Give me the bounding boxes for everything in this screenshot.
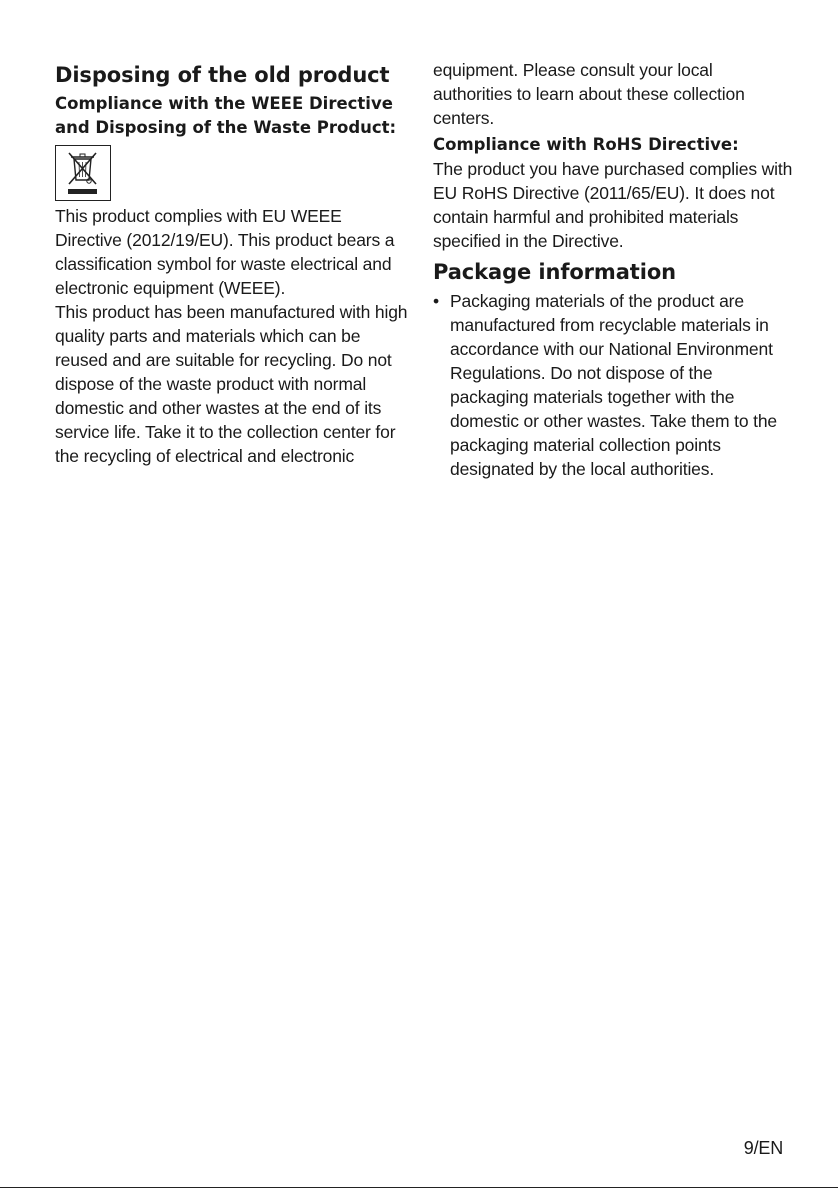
list-item [433,289,793,481]
collection-centers-text: equipment. Please consult your local authorities to learn about these collection centers. [433,60,745,128]
left-column [55,58,410,468]
section-heading-package: Package information [433,260,677,284]
recycling-text: This product has been manufactured with high quality parts and materials which can be reused and are suitable for recycling. Do not dispose of the waste product with normal domestic and other wastes at the end of its service life. Take it to the collection center for the recycling of electrical and electronic [55,302,408,466]
weee-bin-icon [55,145,111,201]
weee-compliance-text: This product complies with EU WEEE Directive (2012/19/EU). This product bears a classification symbol for waste electrical and electronic equipment (WEEE). [55,206,395,298]
right-column [433,58,793,481]
section-heading-disposing: Disposing of the old product [55,63,390,87]
subheading-weee: Compliance with the WEEE Directive and Disposing of the Waste Product: [55,94,397,137]
bottom-divider [0,1187,838,1188]
bullet-icon: • [433,291,440,311]
package-info-text: Packaging materials of the product are manufactured from recyclable materials in accordance with our National Environment Regulations. Do not dispose of the packaging materials together with the domestic or other wastes. Take them to the packaging material collection points designated by the local authorities. [450,291,778,479]
subheading-rohs: Compliance with RoHS Directive: [433,135,739,154]
rohs-compliance-text: The product you have purchased complies with EU RoHS Directive (2011/65/EU). It does not contain harmful and prohibited materials specified in the Directive. [433,159,793,251]
page-number: 9/EN [743,1138,783,1158]
